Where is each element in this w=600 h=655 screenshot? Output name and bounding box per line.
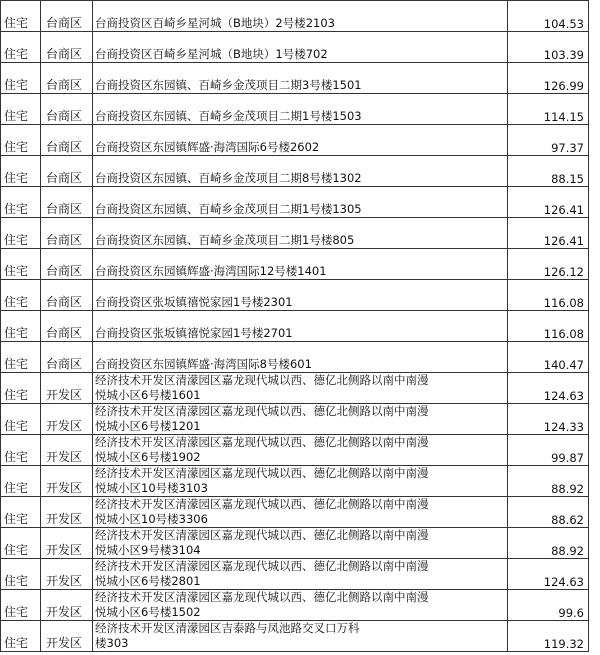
cell-area: 88.62 — [508, 497, 589, 528]
cell-property-type: 住宅 — [1, 63, 41, 94]
cell-address: 台商投资区东园镇、百崎乡金茂项目二期3号楼1501 — [93, 63, 508, 94]
address-line-1: 经济技术开发区清濛园区嘉龙现代城以西、德亿北侧路以南中南漫 — [95, 404, 429, 418]
cell-property-type: 住宅 — [1, 218, 41, 249]
cell-property-type: 住宅 — [1, 125, 41, 156]
cell-address: 台商投资区东园镇、百崎乡金茂项目二期1号楼1503 — [93, 94, 508, 125]
cell-property-type: 住宅 — [1, 404, 41, 435]
cell-address — [93, 528, 508, 559]
cell-property-type: 住宅 — [1, 311, 41, 342]
cell-property-type: 住宅 — [1, 373, 41, 404]
cell-area: 97.37 — [508, 125, 589, 156]
address-line-2: 悦城小区6号楼1201 — [95, 419, 201, 433]
cell-area: 126.12 — [508, 249, 589, 280]
cell-address: 台商投资区东园镇辉盛·海湾国际8号楼601 — [93, 342, 508, 373]
cell-area: 124.63 — [508, 559, 589, 590]
address-line-1: 经济技术开发区清濛园区嘉龙现代城以西、德亿北侧路以南中南漫 — [95, 497, 429, 511]
cell-area: 104.53 — [508, 1, 589, 32]
table-row — [1, 94, 589, 125]
address-line-1: 经济技术开发区清濛园区吉泰路与凤池路交叉口万科 — [95, 621, 360, 635]
cell-address: 台商投资区张坂镇禧悦家园1号楼2701 — [93, 311, 508, 342]
cell-address — [93, 559, 508, 590]
table-row — [1, 528, 589, 559]
cell-address — [93, 466, 508, 497]
address-line-2: 楼303 — [95, 636, 129, 650]
cell-property-type: 住宅 — [1, 497, 41, 528]
cell-area: 126.99 — [508, 63, 589, 94]
cell-district: 台商区 — [41, 249, 93, 280]
cell-district: 台商区 — [41, 125, 93, 156]
cell-area: 124.63 — [508, 373, 589, 404]
cell-address: 台商投资区百崎乡星河城（B地块）2号楼2103 — [93, 1, 508, 32]
address-line-2: 悦城小区6号楼1502 — [95, 605, 201, 619]
cell-address — [93, 497, 508, 528]
cell-area: 88.92 — [508, 466, 589, 497]
cell-property-type: 住宅 — [1, 1, 41, 32]
table-row — [1, 1, 589, 32]
cell-property-type: 住宅 — [1, 249, 41, 280]
table-row — [1, 63, 589, 94]
cell-address: 台商投资区东园镇辉盛·海湾国际12号楼1401 — [93, 249, 508, 280]
table-row — [1, 280, 589, 311]
cell-property-type: 住宅 — [1, 590, 41, 621]
cell-area: 124.33 — [508, 404, 589, 435]
cell-address: 台商投资区东园镇、百崎乡金茂项目二期8号楼1302 — [93, 156, 508, 187]
cell-address: 台商投资区东园镇、百崎乡金茂项目二期1号楼1305 — [93, 187, 508, 218]
address-line-1: 经济技术开发区清濛园区嘉龙现代城以西、德亿北侧路以南中南漫 — [95, 590, 429, 604]
cell-property-type: 住宅 — [1, 435, 41, 466]
cell-property-type: 住宅 — [1, 528, 41, 559]
table-row — [1, 404, 589, 435]
table-row — [1, 590, 589, 621]
table-row — [1, 311, 589, 342]
address-line-2: 悦城小区10号楼3103 — [95, 481, 208, 495]
table-row — [1, 497, 589, 528]
address-line-1: 经济技术开发区清濛园区嘉龙现代城以西、德亿北侧路以南中南漫 — [95, 373, 429, 387]
address-line-2: 悦城小区6号楼2801 — [95, 574, 201, 588]
cell-property-type: 住宅 — [1, 621, 41, 652]
cell-area: 99.87 — [508, 435, 589, 466]
cell-district: 开发区 — [41, 528, 93, 559]
cell-address — [93, 590, 508, 621]
cell-district: 开发区 — [41, 466, 93, 497]
cell-district: 开发区 — [41, 435, 93, 466]
cell-district: 台商区 — [41, 342, 93, 373]
table-body — [1, 1, 589, 652]
cell-property-type: 住宅 — [1, 280, 41, 311]
cell-address: 台商投资区东园镇、百崎乡金茂项目二期1号楼805 — [93, 218, 508, 249]
table-row — [1, 218, 589, 249]
cell-district: 台商区 — [41, 63, 93, 94]
cell-district: 开发区 — [41, 373, 93, 404]
table-row — [1, 125, 589, 156]
table-row — [1, 435, 589, 466]
cell-district: 台商区 — [41, 1, 93, 32]
cell-property-type: 住宅 — [1, 32, 41, 63]
cell-area: 88.92 — [508, 528, 589, 559]
cell-area: 99.6 — [508, 590, 589, 621]
table-row — [1, 373, 589, 404]
cell-area: 116.08 — [508, 311, 589, 342]
cell-district: 台商区 — [41, 311, 93, 342]
address-line-1: 经济技术开发区清濛园区嘉龙现代城以西、德亿北侧路以南中南漫 — [95, 435, 429, 449]
cell-district: 台商区 — [41, 94, 93, 125]
cell-district: 台商区 — [41, 187, 93, 218]
cell-property-type: 住宅 — [1, 559, 41, 590]
table-row — [1, 466, 589, 497]
cell-area: 126.41 — [508, 218, 589, 249]
address-line-1: 经济技术开发区清濛园区嘉龙现代城以西、德亿北侧路以南中南漫 — [95, 466, 429, 480]
cell-area: 119.32 — [508, 621, 589, 652]
cell-area: 88.15 — [508, 156, 589, 187]
cell-property-type: 住宅 — [1, 187, 41, 218]
cell-address: 台商投资区百崎乡星河城（B地块）1号楼702 — [93, 32, 508, 63]
cell-address — [93, 404, 508, 435]
cell-area: 116.08 — [508, 280, 589, 311]
cell-area: 114.15 — [508, 94, 589, 125]
cell-address — [93, 373, 508, 404]
table-row — [1, 342, 589, 373]
cell-area: 140.47 — [508, 342, 589, 373]
table-row — [1, 32, 589, 63]
cell-address: 台商投资区张坂镇禧悦家园1号楼2301 — [93, 280, 508, 311]
cell-district: 台商区 — [41, 218, 93, 249]
address-line-2: 悦城小区10号楼3306 — [95, 512, 208, 526]
table-row — [1, 621, 589, 652]
cell-area: 126.41 — [508, 187, 589, 218]
cell-address — [93, 621, 508, 652]
cell-district: 台商区 — [41, 156, 93, 187]
cell-district: 台商区 — [41, 280, 93, 311]
cell-district: 开发区 — [41, 404, 93, 435]
address-line-2: 悦城小区6号楼1902 — [95, 450, 201, 464]
cell-property-type: 住宅 — [1, 342, 41, 373]
cell-area: 103.39 — [508, 32, 589, 63]
address-line-1: 经济技术开发区清濛园区嘉龙现代城以西、德亿北侧路以南中南漫 — [95, 528, 429, 542]
table-row — [1, 187, 589, 218]
table-row — [1, 156, 589, 187]
table-row — [1, 249, 589, 280]
cell-address: 台商投资区东园镇辉盛·海湾国际6号楼2602 — [93, 125, 508, 156]
address-line-2: 悦城小区9号楼3104 — [95, 543, 201, 557]
address-line-2: 悦城小区6号楼1601 — [95, 388, 201, 402]
cell-district: 开发区 — [41, 497, 93, 528]
cell-district: 开发区 — [41, 590, 93, 621]
cell-district: 台商区 — [41, 32, 93, 63]
cell-address — [93, 435, 508, 466]
cell-property-type: 住宅 — [1, 156, 41, 187]
table-row — [1, 559, 589, 590]
cell-property-type: 住宅 — [1, 466, 41, 497]
cell-property-type: 住宅 — [1, 94, 41, 125]
address-line-1: 经济技术开发区清濛园区嘉龙现代城以西、德亿北侧路以南中南漫 — [95, 559, 429, 573]
cell-district: 开发区 — [41, 559, 93, 590]
cell-district: 开发区 — [41, 621, 93, 652]
